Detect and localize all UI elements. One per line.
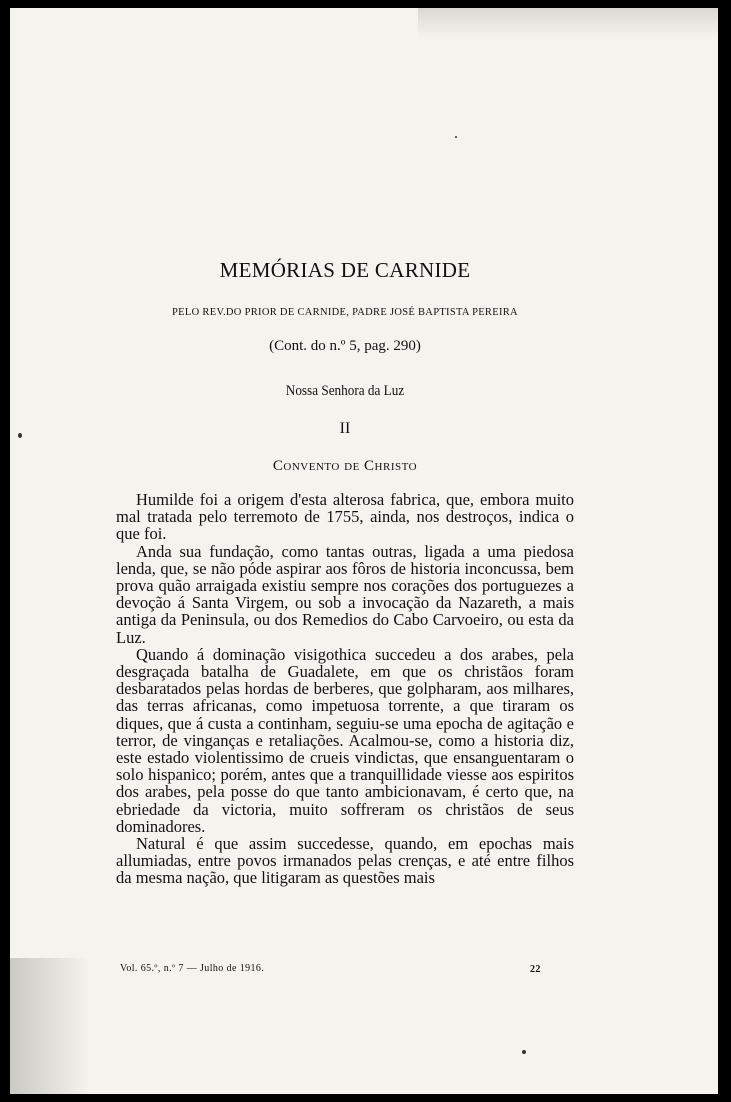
article [116, 258, 574, 887]
scan-speck [455, 136, 457, 138]
section-heading: Nossa Senhora da Luz [285, 383, 405, 399]
body-text [116, 491, 574, 887]
paragraph: Natural é que assim succedesse, quando, em epochas mais allumiadas, entre povos irmanados pelas crenças, e até entre filhos da mesma nação, que litigaram as questões mais [116, 834, 574, 888]
author-byline: PELO REV.DO PRIOR DE CARNIDE, PADRE JOSÉ BAPTISTA PEREIRA [172, 307, 518, 318]
paragraph: Anda sua fundação, como tantas outras, ligada a uma piedosa lenda, que, se não póde aspirar aos fôros de historia inconcussa, bem prova quão arraigada existiu sempre nos corações dos portuguezes a devoção á Santa Virgem, ou sob a invocação da Nazareth, a mais antiga da Peninsula, ou dos Remedios do Cabo Carvoeiro, ou esta da Luz. [116, 541, 574, 647]
chapter-title: Convento de Christo [272, 458, 418, 474]
paragraph: Humilde foi a origem d'esta alterosa fabrica, que, embora muito mal tratada pelo terremoto de 1755, ainda, nos destroços, indica o que foi. [116, 490, 574, 544]
continuation-note: (Cont. do n.º 5, pag. 290) [269, 338, 421, 354]
scan-shadow [418, 8, 718, 38]
scan-speck [18, 433, 22, 438]
page-number: 22 [530, 964, 541, 975]
document-page [10, 8, 718, 1094]
page-footer [120, 963, 540, 974]
volume-info: Vol. 65.º, n.º 7 — Julho de 1916. [120, 963, 265, 974]
paragraph: Quando á dominação visigothica succedeu a dos arabes, pela desgraçada batalha de Guadalete, em que os christãos foram desbaratados pelas hordas de berberes, que golpharam, aos milhares, das terras africanas, como impetuosa torrente, a que tiraram os diques, que á custa a continham, seguiu-se uma epocha de agitação e terror, de vinganças e retaliações. Acalmou-se, como a historia diz, este estado violentissimo de crueis vindictas, que ensanguentaram o solo hispanico; porém, antes que a tranquillidade viesse aos espiritos dos arabes, pela posse do que tanto ambicionavam, é certo que, na ebriedade da victoria, muito soffreram os christãos de seus dominadores. [116, 644, 574, 836]
scan-speck [522, 1050, 526, 1054]
chapter-number: II [339, 420, 351, 437]
scan-shadow [10, 958, 90, 1094]
page-title: MEMÓRIAS DE CARNIDE [219, 258, 471, 282]
